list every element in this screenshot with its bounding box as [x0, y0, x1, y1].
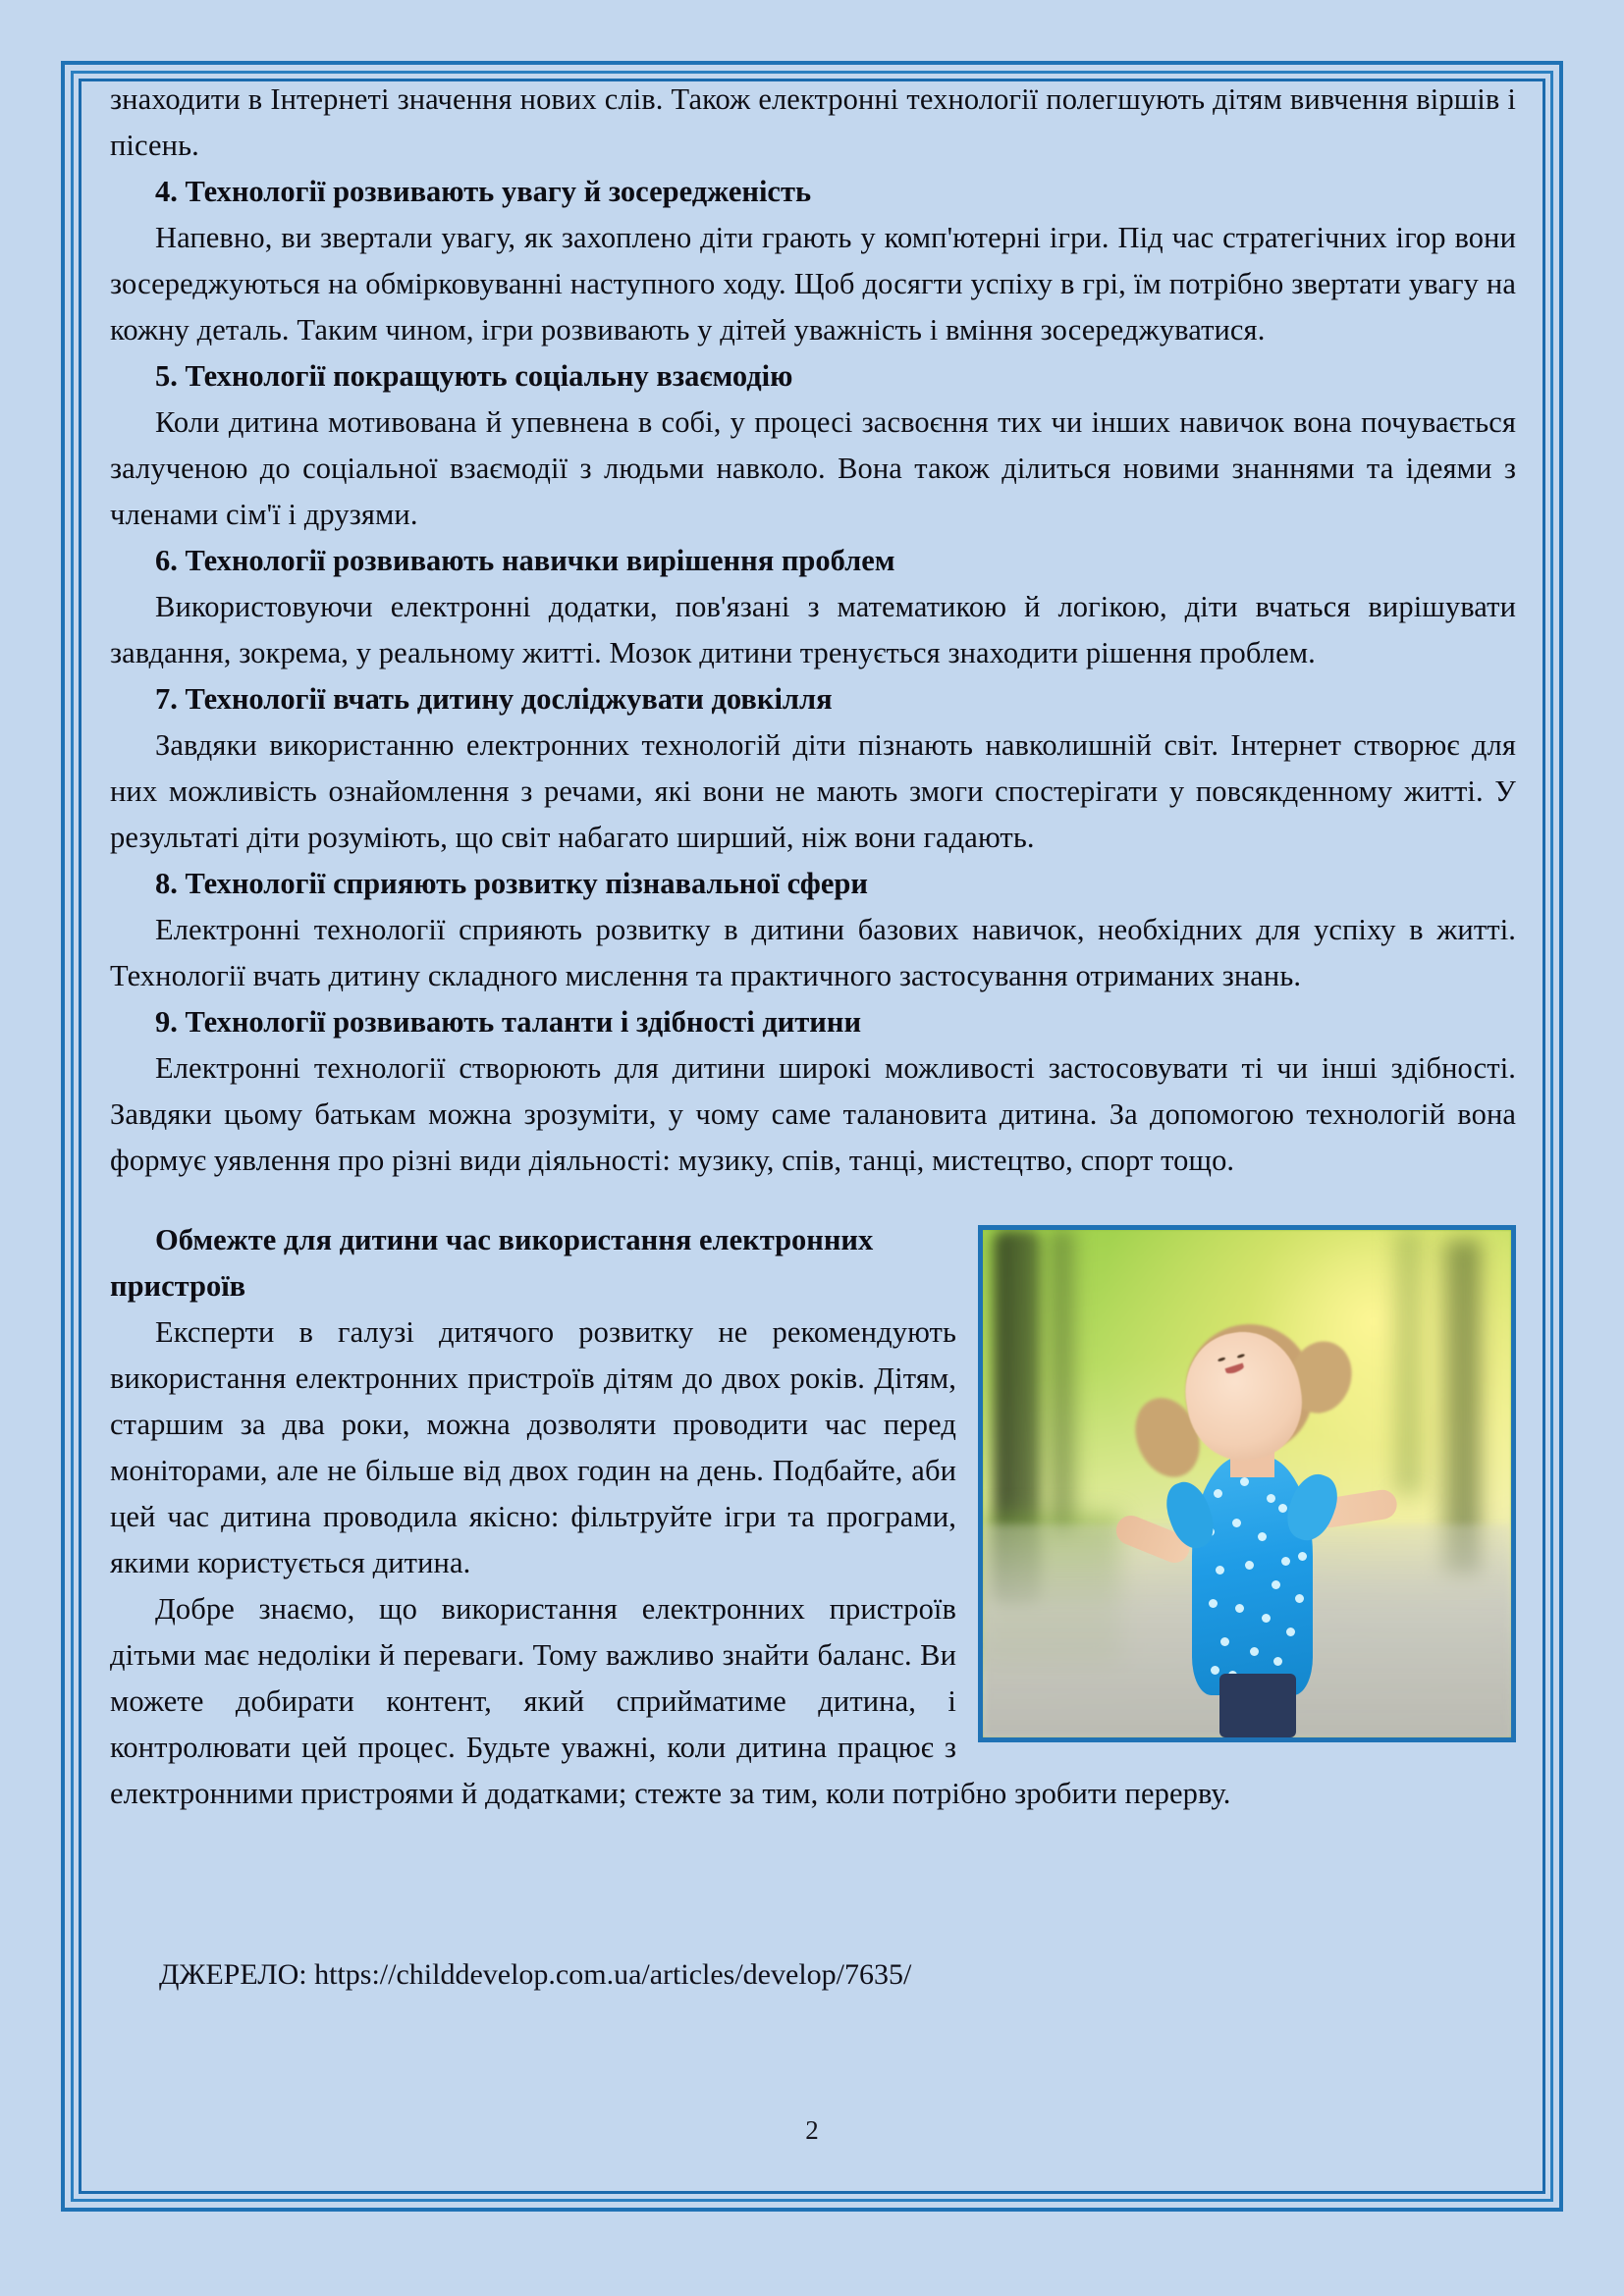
photo-child-eye-right	[1236, 1355, 1245, 1361]
source-reference: ДЖЕРЕЛО: https://childdevelop.com.ua/articles/develop/7635/	[159, 1958, 912, 1991]
section-paragraph-5: Коли дитина мотивована й упевнена в собі, у процесі засвоєння тих чи інших навичок вона почувається залученою до соціальної взаємодії з людьми навколо. Вона також ділиться новими знаннями та ідеями з членами сім'ї і друзями.	[110, 405, 1516, 531]
section-paragraph-8: Електронні технології сприяють розвитку в дитини базових навичок, необхідних для успіху в житті. Технології вчать дитину складного мислення та практичного застосування отриманих знань.	[110, 913, 1516, 992]
photo-tree-right-2	[1395, 1230, 1422, 1494]
section-heading-9: 9. Технології розвивають таланти і здібності дитини	[155, 1005, 862, 1039]
section-heading-4: 4. Технології розвивають увагу й зосередженість	[155, 175, 812, 208]
photo-tree-left-2	[1052, 1230, 1078, 1534]
document-body	[110, 77, 1516, 1817]
photo-child-shorts	[1219, 1674, 1296, 1737]
section-spacer	[110, 1184, 1516, 1217]
photo-illustration	[983, 1230, 1511, 1737]
section-paragraph-6: Використовуючи електронні додатки, пов'язані з математикою й логікою, діти вчаться вирішувати завдання, зокрема, у реальному житті. Мозок дитини тренується знаходити рішення проблем.	[110, 590, 1516, 669]
page-number: 2	[805, 2115, 819, 2145]
section-paragraph-4: Напевно, ви звертали увагу, як захоплено діти грають у комп'ютерні ігри. Під час стратегічних ігор вони зосереджуються на обмірковуванні наступного ходу. Щоб досягти успіху в грі, їм потрібно звертати увагу на кожну деталь. Таким чином, ігри розвивають у дітей уважність і вміння зосереджуватися.	[110, 221, 1516, 347]
section-heading-6: 6. Технології розвивають навички вирішення проблем	[155, 544, 895, 577]
paragraph-intro-continuation: знаходити в Інтернеті значення нових слів. Також електронні технології полегшують дітям вивчення віршів і пісень.	[110, 82, 1516, 162]
photo-child-eye-left	[1218, 1358, 1226, 1363]
section-heading-7: 7. Технології вчать дитину досліджувати довкілля	[155, 682, 833, 716]
limit-section-paragraph-1: Експерти в галузі дитячого розвитку не рекомендують використання електронних пристроїв дітям до двох років. Дітям, старшим за два роки, можна дозволяти проводити час перед моніторами, але не більше від двох годин на день. Подбайте, аби цей час дитина проводила якісно: фільтруйте ігри та програми, якими користується дитина.	[110, 1315, 956, 1579]
section-heading-5: 5. Технології покращують соціальну взаємодію	[155, 359, 793, 393]
limit-section-paragraph-2: Добре знаємо, що використання електронних пристроїв дітьми має недоліки й переваги. Тому важливо знайти баланс. Ви можете добирати контент, який сприйматиме дитина, і контролювати цей процес. Будьте уважні, коли дитина працює з електронними пристроями й додатками; стежте за тим, коли потрібно зробити перерву.	[110, 1592, 1231, 1810]
section-heading-8: 8. Технології сприяють розвитку пізнавальної сфери	[155, 867, 868, 900]
section-paragraph-7: Завдяки використанню електронних технологій діти пізнають навколишній світ. Інтернет створює для них можливість ознайомлення з речами, які вони не мають змоги спостерігати у повсякденному житті. У результаті діти розуміють, що світ набагато ширший, ніж вони гадають.	[110, 728, 1516, 854]
photo-child-smile	[1224, 1363, 1244, 1375]
section-paragraph-9: Електронні технології створюють для дитини широкі можливості застосовувати ті чи інші здібності. Завдяки цьому батькам можна зрозуміти, у чому саме талановита дитина. За допомогою технологій вона формує уявлення про різні види діяльності: музику, спів, танці, мистецтво, спорт тощо.	[110, 1051, 1516, 1177]
limit-section-heading: Обмежте для дитини час використання електронних пристроїв	[110, 1223, 874, 1303]
child-photo	[978, 1225, 1516, 1742]
photo-child	[1120, 1311, 1395, 1737]
